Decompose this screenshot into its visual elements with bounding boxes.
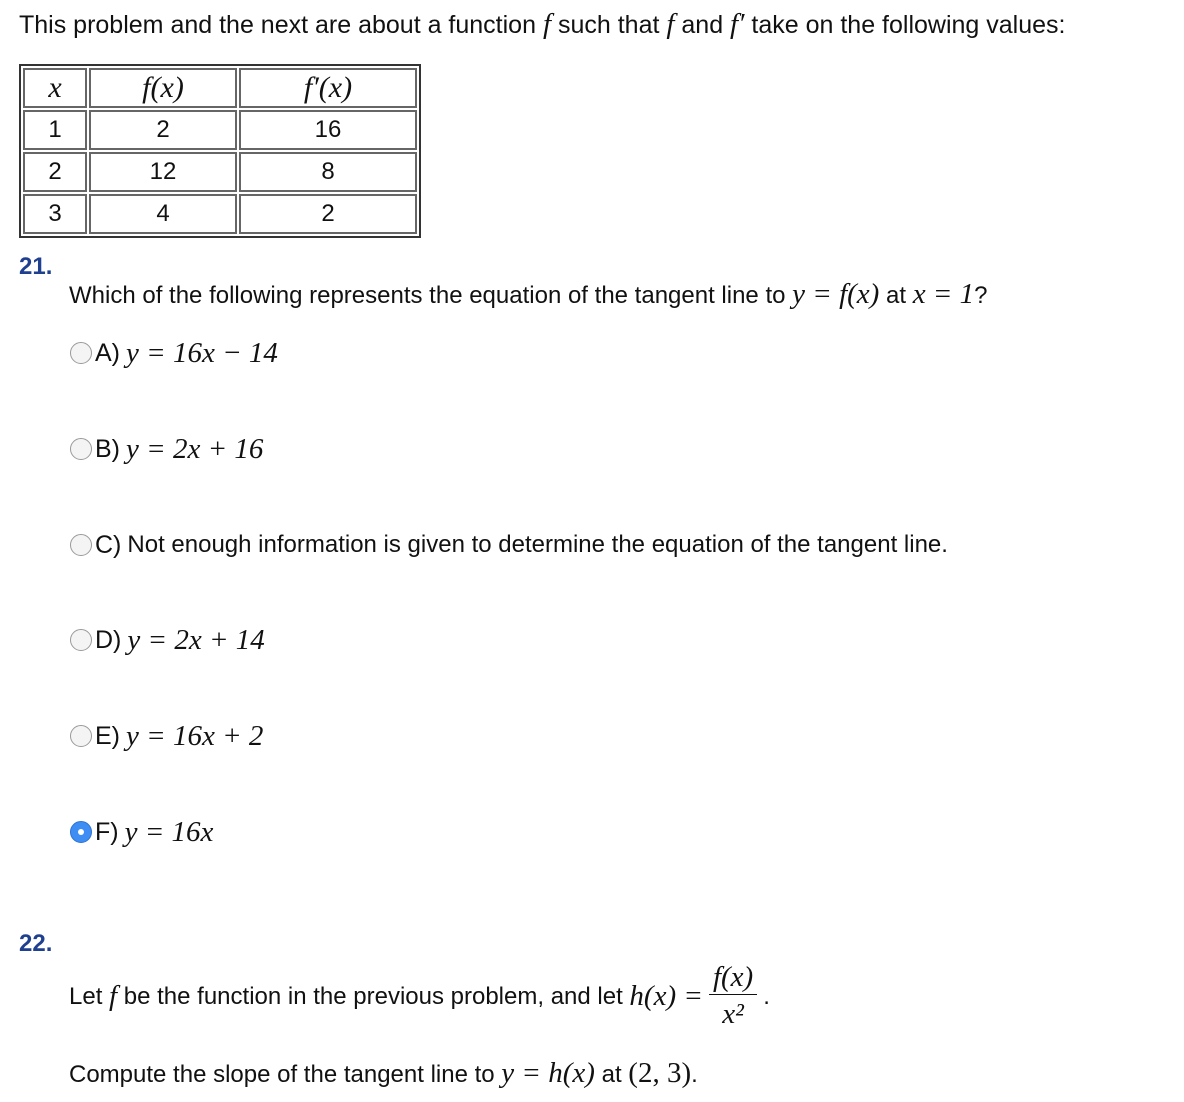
question-21-prompt	[69, 278, 988, 311]
table-cell: 8	[239, 152, 417, 192]
intro-part: such that	[551, 11, 667, 39]
option-math: y = 16x	[124, 815, 214, 848]
option-letter: A)	[95, 338, 120, 367]
table-cell: 2	[239, 194, 417, 234]
table-row	[23, 194, 417, 234]
radio-button-c[interactable]	[70, 534, 92, 556]
question-22-prompt	[69, 960, 770, 1033]
table-cell: 2	[23, 152, 87, 192]
prompt-text: at	[879, 282, 913, 309]
table-cell: 2	[89, 110, 237, 150]
table-cell: 3	[23, 194, 87, 234]
option-text: Not enough information is given to determine the equation of the tangent line.	[127, 531, 948, 558]
answer-option-f[interactable]	[70, 814, 213, 850]
intro-text	[19, 8, 1066, 41]
values-table	[19, 64, 421, 238]
table-cell: 1	[23, 110, 87, 150]
option-letter: C)	[95, 530, 122, 559]
question-number-22: 22.	[19, 930, 53, 957]
question-22-task	[69, 1057, 698, 1090]
table-header-cell: f′(x)	[239, 68, 417, 108]
table-header-cell: x	[23, 68, 87, 108]
prompt-text: Compute the slope of the tangent line to	[69, 1061, 502, 1088]
table-header-cell: f(x)	[89, 68, 237, 108]
prompt-math: x = 1	[912, 278, 975, 310]
prompt-math: h(x) =	[629, 980, 703, 1012]
fraction	[709, 960, 757, 1033]
table-cell: 12	[89, 152, 237, 192]
math-fprime: f′	[730, 8, 745, 40]
prompt-math: f	[109, 980, 118, 1012]
option-math: y = 2x + 16	[126, 432, 264, 465]
prompt-text: Which of the following represents the equation of the tangent line to	[69, 282, 793, 309]
intro-part: This problem and the next are about a function	[19, 11, 543, 39]
question-number-21: 21.	[19, 253, 53, 280]
answer-option-a[interactable]	[70, 335, 278, 371]
radio-button-b[interactable]	[70, 438, 92, 460]
option-math: y = 16x + 2	[126, 719, 264, 752]
math-f: f	[666, 8, 675, 40]
prompt-math: y = f(x)	[792, 278, 880, 310]
prompt-text: .	[691, 1061, 698, 1088]
option-letter: B)	[95, 434, 120, 463]
math-f: f	[542, 8, 552, 40]
answer-option-e[interactable]	[70, 718, 263, 754]
table-header-row	[23, 68, 417, 108]
intro-part: and	[674, 11, 731, 39]
option-math: y = 2x + 14	[127, 623, 265, 656]
table-row	[23, 152, 417, 192]
prompt-text: .	[763, 982, 770, 1010]
option-letter: D)	[95, 625, 122, 654]
prompt-text: Let	[69, 982, 110, 1010]
prompt-math: (2, 3)	[628, 1057, 692, 1089]
radio-button-e[interactable]	[70, 725, 92, 747]
answer-option-c[interactable]	[70, 527, 948, 563]
prompt-text: be the function in the previous problem, and let	[117, 982, 630, 1010]
radio-button-d[interactable]	[70, 629, 92, 651]
radio-button-f-selected[interactable]	[70, 821, 92, 843]
radio-button-a[interactable]	[70, 342, 92, 364]
prompt-math: y = h(x)	[501, 1057, 595, 1089]
answer-option-b[interactable]	[70, 431, 263, 467]
answer-option-d[interactable]	[70, 622, 265, 658]
prompt-text: at	[594, 1061, 629, 1088]
prompt-text: ?	[974, 282, 988, 309]
option-math: y = 16x − 14	[126, 336, 278, 369]
table-cell: 4	[89, 194, 237, 234]
intro-part: take on the following values:	[744, 11, 1066, 39]
option-letter: E)	[95, 721, 120, 750]
option-letter: F)	[95, 817, 119, 846]
fraction-numerator: f(x)	[709, 960, 757, 995]
table-cell: 16	[239, 110, 417, 150]
fraction-denominator: x²	[722, 998, 744, 1030]
table-row	[23, 110, 417, 150]
